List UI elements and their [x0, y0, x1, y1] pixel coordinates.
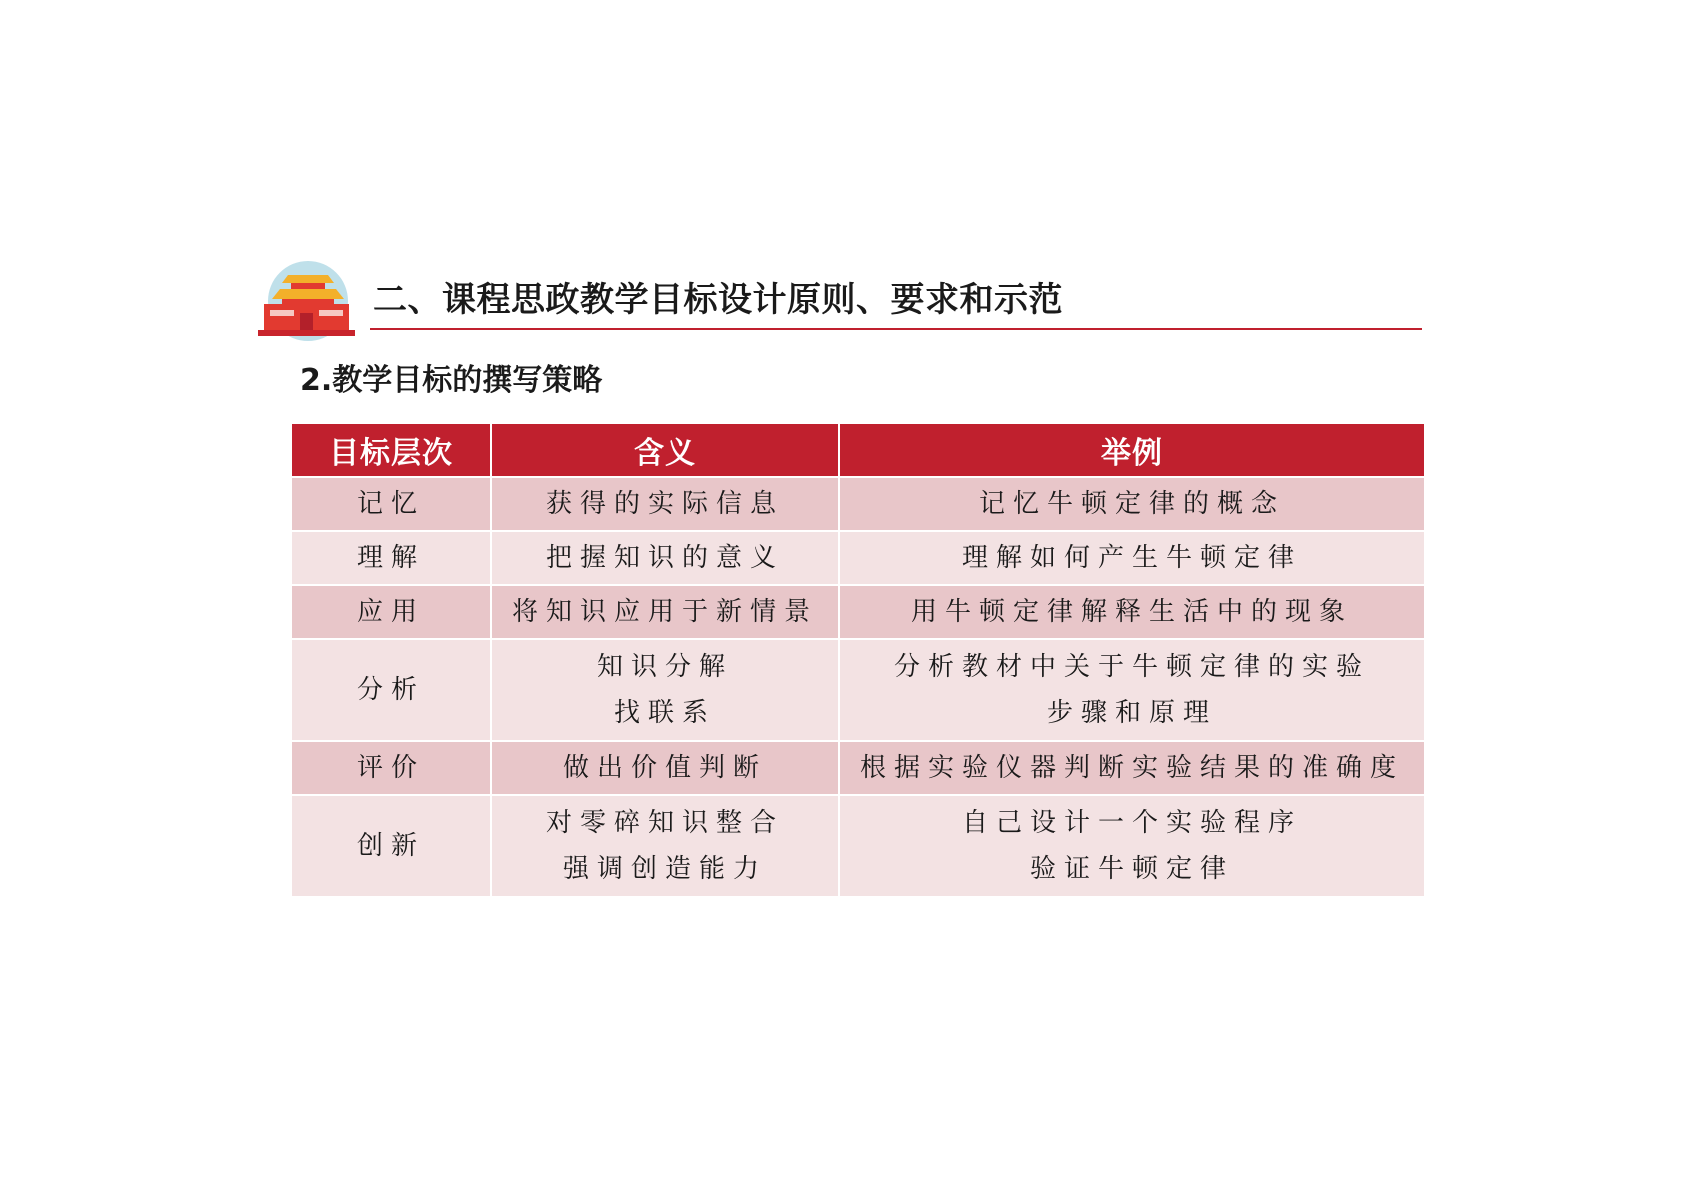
level-cell: 分析: [291, 639, 491, 741]
title-divider: [370, 328, 1422, 330]
example-cell: [839, 795, 1425, 897]
meaning-cell: [491, 531, 839, 585]
column-header-meaning: 含义: [491, 423, 839, 477]
example-line: 验证牛顿定律: [1029, 854, 1234, 884]
example-cell: [839, 741, 1425, 795]
example-line: 分析教材中关于牛顿定律的实验: [893, 652, 1370, 682]
meaning-line: 找联系: [613, 698, 716, 728]
example-line: 理解如何产生牛顿定律: [961, 543, 1302, 573]
meaning-line: 对零碎知识整合: [545, 808, 784, 838]
level-cell: 创新: [291, 795, 491, 897]
meaning-line: 把握知识的意义: [545, 543, 784, 573]
example-cell: [839, 639, 1425, 741]
table-row: [291, 477, 1425, 531]
example-cell: [839, 477, 1425, 531]
meaning-cell: [491, 477, 839, 531]
meaning-cell: [491, 639, 839, 741]
example-line: 用牛顿定律解释生活中的现象: [910, 597, 1353, 627]
meaning-line: 强调创造能力: [562, 854, 767, 884]
example-cell: [839, 531, 1425, 585]
palace-icon: [258, 259, 355, 345]
table-row: [291, 585, 1425, 639]
meaning-line: 知识分解: [596, 652, 733, 682]
level-cell: 应用: [291, 585, 491, 639]
level-cell: 理解: [291, 531, 491, 585]
meaning-line: 获得的实际信息: [545, 489, 784, 519]
section-subtitle: 2.教学目标的撰写策略: [300, 363, 603, 398]
meaning-line: 做出价值判断: [562, 753, 767, 783]
example-line: 步骤和原理: [1046, 698, 1217, 728]
table-row: [291, 741, 1425, 795]
meaning-cell: [491, 585, 839, 639]
table-header-row: [291, 423, 1425, 477]
example-line: 根据实验仪器判断实验结果的准确度: [859, 753, 1404, 783]
page-title: 二、课程思政教学目标设计原则、要求和示范: [373, 280, 1063, 320]
example-line: 自己设计一个实验程序: [961, 808, 1302, 838]
meaning-cell: [491, 795, 839, 897]
goal-table: [290, 422, 1426, 898]
meaning-line: 将知识应用于新情景: [511, 597, 818, 627]
table-row: [291, 795, 1425, 897]
example-line: 记忆牛顿定律的概念: [978, 489, 1285, 519]
example-cell: [839, 585, 1425, 639]
column-header-level: 目标层次: [291, 423, 491, 477]
table-row: [291, 531, 1425, 585]
column-header-example: 举例: [839, 423, 1425, 477]
meaning-cell: [491, 741, 839, 795]
table-row: [291, 639, 1425, 741]
level-cell: 评价: [291, 741, 491, 795]
level-cell: 记忆: [291, 477, 491, 531]
